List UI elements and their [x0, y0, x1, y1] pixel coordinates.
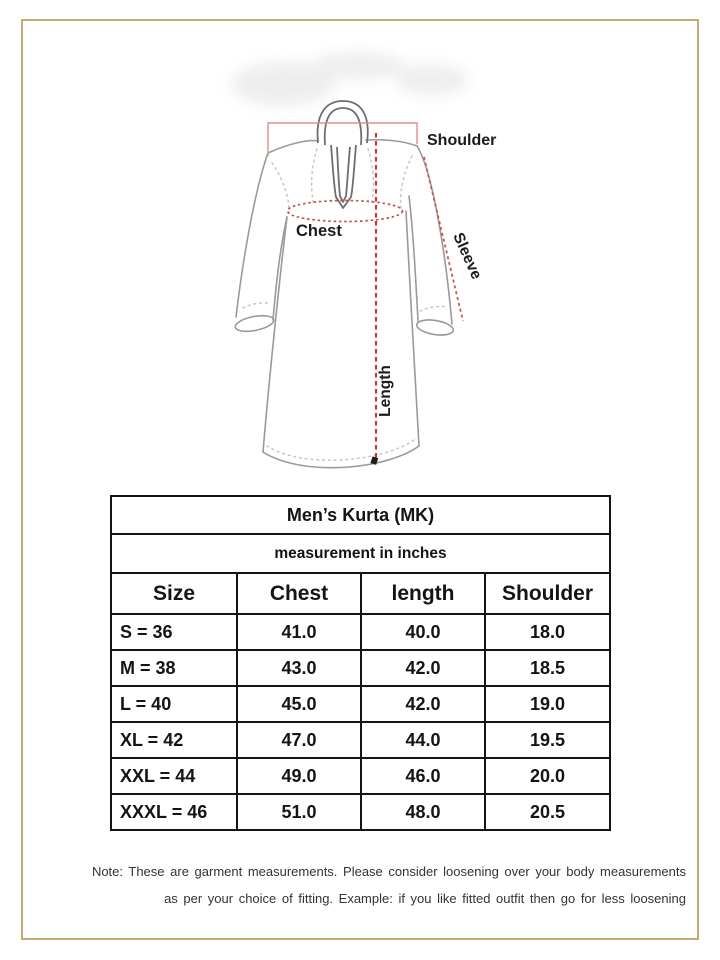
chest-cell: 41.0: [237, 614, 361, 650]
length-label: Length: [377, 365, 394, 417]
size-cell: S = 36: [111, 614, 237, 650]
table-row: [111, 650, 610, 686]
chest-cell: 51.0: [237, 794, 361, 830]
right-neck-stitch: [368, 149, 373, 205]
background-smudge: [231, 52, 468, 106]
placket-outer: [331, 145, 356, 208]
table-row: [111, 758, 610, 794]
chest-dimension-ellipse: [288, 201, 403, 222]
garment-outline: [234, 140, 454, 468]
shoulder-cell: 18.0: [485, 614, 610, 650]
table-row: [111, 686, 610, 722]
length-cell: 46.0: [361, 758, 485, 794]
left-neck-stitch: [312, 149, 317, 205]
column-header-shoulder: Shoulder: [485, 573, 610, 614]
note-line-2: as per your choice of fitting. Example: if you like fitted outfit then go for less loosening: [164, 891, 686, 906]
table-subtitle: measurement in inches: [111, 534, 610, 573]
hem-curve: [263, 446, 419, 468]
left-sleeve-outer: [236, 153, 268, 317]
size-chart-table: [110, 495, 611, 831]
shoulder-label: Shoulder: [427, 132, 497, 149]
shoulder-cell: 20.0: [485, 758, 610, 794]
length-cell: 40.0: [361, 614, 485, 650]
chest-cell: 49.0: [237, 758, 361, 794]
size-cell: L = 40: [111, 686, 237, 722]
length-cell: 42.0: [361, 686, 485, 722]
length-cell: 42.0: [361, 650, 485, 686]
shoulder-cell: 19.5: [485, 722, 610, 758]
left-cuff-stitch: [243, 303, 268, 308]
collar-placket: [318, 101, 368, 208]
table-title: Men’s Kurta (MK): [111, 496, 610, 534]
shoulder-cell: 20.5: [485, 794, 610, 830]
chest-cell: 45.0: [237, 686, 361, 722]
column-header-length: length: [361, 573, 485, 614]
left-cuff: [234, 313, 275, 334]
left-shoulder-line: [268, 141, 318, 153]
table-row: [111, 722, 610, 758]
column-header-chest: Chest: [237, 573, 361, 614]
size-cell: M = 38: [111, 650, 237, 686]
shoulder-cell: 18.5: [485, 650, 610, 686]
column-header-size: Size: [111, 573, 237, 614]
left-body-edge: [263, 217, 287, 452]
note-text: [92, 858, 686, 912]
size-cell: XXL = 44: [111, 758, 237, 794]
size-cell: XL = 42: [111, 722, 237, 758]
note-line-1: Note: These are garment measurements. Please consider loosening over your body measurements: [91, 864, 686, 879]
length-cell: 44.0: [361, 722, 485, 758]
hem-stitch: [267, 440, 414, 460]
diagram-labels: [296, 132, 496, 417]
left-armhole-stitch: [272, 163, 289, 215]
shoulder-bracket: [268, 123, 417, 156]
chest-label: Chest: [296, 222, 342, 240]
placket-inner: [337, 147, 350, 202]
table-row: [111, 794, 610, 830]
right-sleeve-outer: [417, 146, 452, 324]
right-cuff-stitch: [420, 307, 448, 312]
size-cell: XXXL = 46: [111, 794, 237, 830]
chest-cell: 43.0: [237, 650, 361, 686]
collar-inner: [325, 108, 362, 145]
chest-cell: 47.0: [237, 722, 361, 758]
table-row: [111, 614, 610, 650]
length-cell: 48.0: [361, 794, 485, 830]
right-shoulder-line: [366, 140, 417, 146]
right-cuff: [416, 318, 455, 338]
right-body-edge: [406, 211, 419, 446]
dimension-marks: [268, 123, 463, 465]
shoulder-cell: 19.0: [485, 686, 610, 722]
sleeve-label: Sleeve: [449, 230, 485, 283]
